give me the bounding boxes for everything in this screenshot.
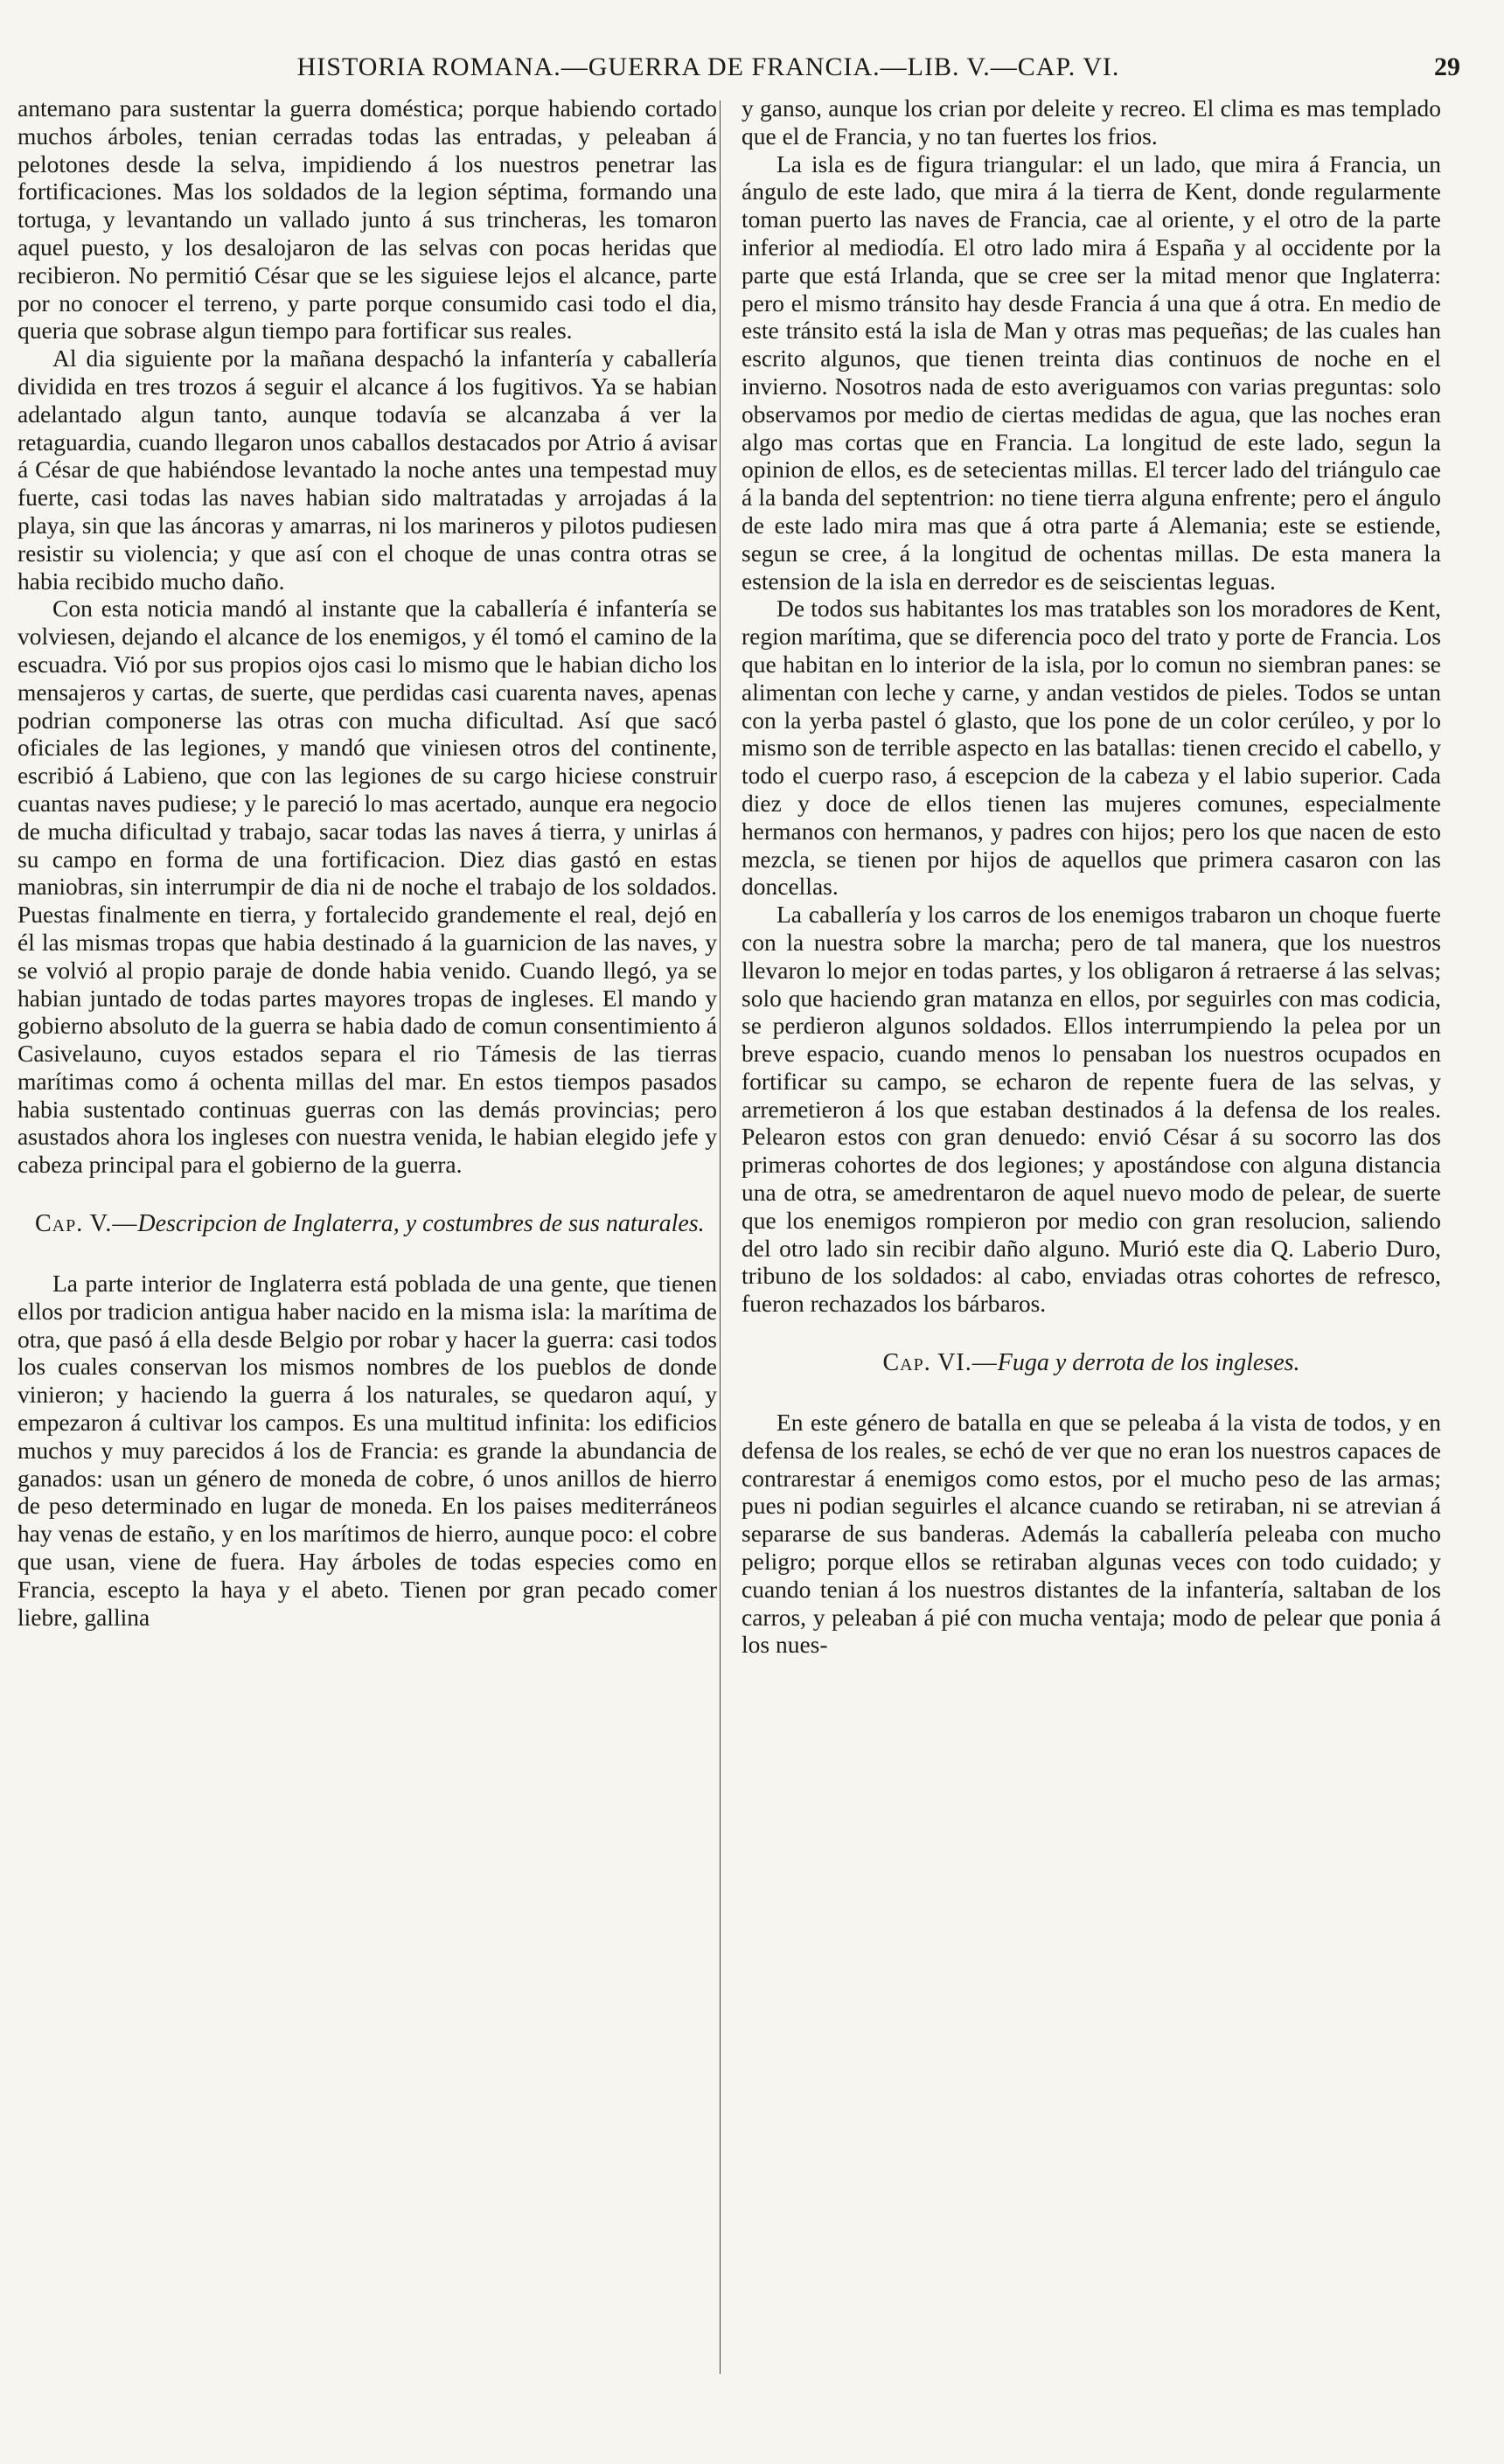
running-head: HISTORIA ROMANA.—GUERRA DE FRANCIA.—LIB. V.—CAP. VI. xyxy=(296,52,1120,81)
paragraph: Al dia siguiente por la mañana despachó la infantería y caballería dividida en tres trozos á seguir el alcance á los fugitivos. Ya se habian adelantado algun tanto, aunque todavía se alcanzaba á ver la retaguardia, cuando llegaron unos caballos destacados por Atrio á avisar á César de que habiéndose levantado la noche antes una tempestad muy fuerte, casi todas las naves habian sido maltratadas y arrojadas á la playa, sin que las áncoras y amarras, ni los marineros y pilotos pudiesen resistir su violencia; y que así con el choque de unas contra otras se habia recibido mucho daño. xyxy=(17,345,717,595)
header xyxy=(17,52,1487,87)
paragraph: La isla es de figura triangular: el un lado, que mira á Francia, un ángulo de este lado, que mira á la tierra de Kent, donde regularmente toman puerto las naves de Francia, cae al oriente, y el otro de la parte inferior al mediodía. El otro lado mira á España y al occidente por la parte que está Irlanda, que se cree ser la mitad menor que Inglaterra: pero el mismo tránsito hay desde Francia á una que á otra. En medio de este tránsito está la isla de Man y otras mas pequeñas; de las cuales han escrito algunos, que tienen treinta dias continuos de noche en el invierno. Nosotros nada de esto averiguamos con varias preguntas: solo observamos por medio de ciertas medidas de agua, que las noches eran algo mas cortas que en Francia. La longitud de este lado, segun la opinion de ellos, es de setecientas millas. El tercer lado del triángulo cae á la banda del septentrion: no tiene tierra alguna enfrente; pero el ángulo de este lado mira mas que á otra parte á Alemania; este se estiende, segun se cree, á la longitud de ochentas millas. De esta manera la estension de la isla en derredor es de seiscientas leguas. xyxy=(742,150,1441,595)
chapter-title: Fuga y derrota de los ingleses. xyxy=(997,1349,1300,1377)
left-column xyxy=(17,94,717,1631)
column-divider xyxy=(720,101,721,2374)
page-number: 29 xyxy=(1434,52,1460,81)
chapter-label: Cap. V.— xyxy=(35,1210,138,1238)
paragraph: Con esta noticia mandó al instante que la caballería é infantería se volviesen, dejando el alcance de los enemigos, y él tomó el camino de la escuadra. Vió por sus propios ojos casi lo mismo que le habian dicho los mensajeros y cartas, de suerte, que perdidas casi cuarenta naves, apenas podrian componerse las otras con mucha dificultad. Así que sacó oficiales de las legiones, y mandó que viniesen otros del continente, escribió á Labieno, que con las legiones de su cargo hiciese construir cuantas naves pudiese; y le pareció lo mas acertado, aunque era negocio de mucha dificultad y trabajo, sacar todas las naves á tierra, y unirlas á su campo en forma de una fortificacion. Diez dias gastó en estas maniobras, sin interrumpir de dia ni de noche el trabajo de los soldados. Puestas finalmente en tierra, y fortalecido grandemente el real, dejó en él las mismas tropas que habia destinado á la guarnicion de las naves, y se volvió al propio paraje de donde habia venido. Cuando llegó, ya se habian juntado de todas partes mayores tropas de ingleses. El mando y gobierno absoluto de la guerra se habia dado de comun consentimiento á Casivelauno, cuyos estados separa el rio Támesis de las tierras marítimas como á ochenta millas del mar. En estos tiempos pasados habia sustentado continuas guerras con las demás provincias; pero asustados ahora los ingleses con nuestra venida, le habian elegido jefe y cabeza principal para el gobierno de la guerra. xyxy=(17,595,717,1179)
paragraph: En este género de batalla en que se peleaba á la vista de todos, y en defensa de los reales, se echó de ver que no eran los nuestros capaces de contrarestar á enemigos como estos, por el mucho peso de las armas; pues ni podian seguirles el alcance cuando se retiraban, ni se atrevian á separarse de sus banderas. Además la caballería peleaba con mucho peligro; porque ellos se retiraban algunas veces con todo cuidado; y cuando tenian á los nuestros distantes de la infantería, saltaban de los carros, y peleaban á pié con mucha ventaja; modo de pelear que ponia á los nues- xyxy=(742,1409,1441,1659)
chapter-heading-vi xyxy=(742,1349,1441,1377)
chapter-title: Descripcion de Inglaterra, y costumbres de sus naturales. xyxy=(137,1210,705,1238)
right-column xyxy=(742,94,1441,1659)
paragraph: De todos sus habitantes los mas tratables son los moradores de Kent, region marítima, que se diferencia poco del trato y porte de Francia. Los que habitan en lo interior de la isla, por lo comun no siembran panes: se alimentan con leche y carne, y andan vestidos de pieles. Todos se untan con la yerba pastel ó glasto, que los pone de un color cerúleo, y por lo mismo son de terrible aspecto en las batallas: tienen crecido el cabello, y todo el cuerpo raso, á escepcion de la cabeza y el labio superior. Cada diez y doce de ellos tienen las mujeres comunes, especialmente hermanos con hermanos, y padres con hijos; pero los que nacen de esto mezcla, se tienen por hijos de aquellos que primera casaron con las doncellas. xyxy=(742,595,1441,901)
paragraph: La parte interior de Inglaterra está poblada de una gente, que tienen ellos por tradicion antigua haber nacido en la misma isla: la marítima de otra, que pasó á ella desde Belgio por robar y hacer la guerra: casi todos los cuales conservan los mismos nombres de los pueblos de donde vinieron; y haciendo la guerra á los naturales, se quedaron aquí, y empezaron á cultivar los campos. Es una multitud infinita: los edificios muchos y muy parecidos á los de Francia: es grande la abundancia de ganados: usan un género de moneda de cobre, ó unos anillos de hierro de peso determinado en lugar de moneda. En los paises mediterráneos hay venas de estaño, y en los marítimos de hierro, aunque poco: el cobre que usan, viene de fuera. Hay árboles de todas especies como en Francia, escepto la haya y el abeto. Tienen por gran pecado comer liebre, gallina xyxy=(17,1270,717,1631)
chapter-label: Cap. VI.— xyxy=(882,1349,998,1377)
paragraph: La caballería y los carros de los enemigos trabaron un choque fuerte con la nuestra sobre la marcha; pero de tal manera, que los nuestros llevaron lo mejor en todas partes, y los obligaron á retraerse á las selvas; solo que haciendo gran matanza en ellos, por seguirles con mas codicia, se perdieron algunos soldados. Ellos interrumpiendo la pelea por un breve espacio, cuando menos lo pensaban los nuestros ocupados en fortificar su campo, se echaron de repente fuera de las selvas, y arremetieron á los que estaban destinados á la defensa de los reales. Pelearon estos con gran denuedo: envió César á su socorro las dos primeras cohortes de dos legiones; y apostándose con alguna distancia una de otra, se amedrentaron de aquel nuevo modo de pelear, de suerte que los enemigos rompieron por medio con gran resolucion, saliendo del otro lado sin recibir daño alguno. Murió este dia Q. Laberio Duro, tribuno de los soldados: al cabo, enviadas otras cohortes de refresco, fueron rechazados los bárbaros. xyxy=(742,901,1441,1318)
paragraph: y ganso, aunque los crian por deleite y recreo. El clima es mas templado que el de Francia, y no tan fuertes los frios. xyxy=(742,94,1441,150)
chapter-heading-v xyxy=(17,1210,717,1238)
paragraph: antemano para sustentar la guerra doméstica; porque habiendo cortado muchos árboles, tenian cerradas todas las entradas, y peleaban á pelotones desde la selva, impidiendo á los nuestros penetrar las fortificaciones. Mas los soldados de la legion séptima, formando una tortuga, y levantando un vallado junto á sus trincheras, les tomaron aquel puesto, y los desalojaron de las selvas con pocas heridas que recibieron. No permitió César que se les siguiese lejos el alcance, parte por no conocer el terreno, y parte porque consumido casi todo el dia, queria que sobrase algun tiempo para fortificar sus reales. xyxy=(17,94,717,345)
